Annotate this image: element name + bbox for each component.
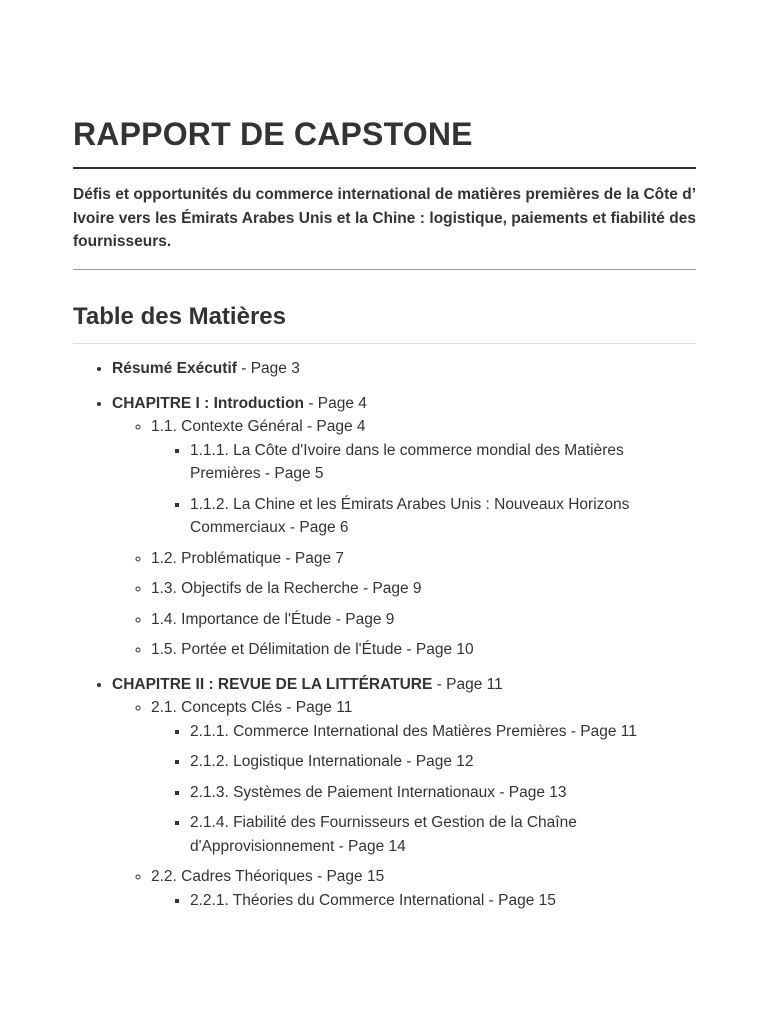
toc-item-text: 2.2. Cadres Théoriques - Page 15 <box>151 868 385 885</box>
toc-item-chapter-1 <box>112 392 696 662</box>
toc-item-2-1 <box>151 696 696 858</box>
toc-item-text: 2.1. Concepts Clés - Page 11 <box>151 699 353 716</box>
toc-item-label: Résumé Exécutif <box>112 360 237 377</box>
toc-item-text: 1.4. Importance de l'Étude - Page 9 <box>151 610 395 628</box>
toc-heading-divider <box>73 343 696 344</box>
toc-item-text: 2.1.4. Fiabilité des Fournisseurs et Gestion de la Chaîne d'Approvisionnement - Page 14 <box>190 814 577 855</box>
toc-item-label: CHAPITRE II : REVUE DE LA LITTÉRATURE <box>112 675 433 693</box>
toc-item-text: 1.1.1. La Côte d'Ivoire dans le commerce mondial des Matières Premières - Page 5 <box>190 441 624 482</box>
toc-item-1-2 <box>151 547 696 571</box>
report-title: RAPPORT DE CAPSTONE <box>73 116 473 152</box>
toc-item-1-1 <box>151 415 696 540</box>
toc-heading: Table des Matières <box>73 303 286 330</box>
toc-item-text: 2.1.3. Systèmes de Paiement Internationaux - Page 13 <box>190 783 567 801</box>
toc-item-1-1-2 <box>190 493 696 540</box>
toc-item-2-2 <box>151 865 696 912</box>
toc-item-1-1-1 <box>190 439 696 486</box>
subtitle-divider <box>73 269 696 270</box>
toc-item-2-1-1 <box>190 720 696 744</box>
toc-item-text: 1.1. Contexte Général - Page 4 <box>151 418 366 435</box>
toc-item-text: 1.3. Objectifs de la Recherche - Page 9 <box>151 580 422 597</box>
toc-item-page: - Page 3 <box>236 360 300 377</box>
toc-item-text: 2.1.1. Commerce International des Matières Premières - Page 11 <box>190 722 637 740</box>
toc-item-page: - Page 4 <box>304 394 367 412</box>
title-divider <box>73 167 696 169</box>
toc-item-text: 2.2.1. Théories du Commerce International - Page 15 <box>190 891 556 909</box>
report-subtitle: Défis et opportunités du commerce international de matières premières de la Côte d’ Ivoire vers les Émirats Arabes Unis et la Chine : logistique, paiements et fiabilité des fournisseurs. <box>73 186 696 250</box>
toc-item-2-1-4 <box>190 811 696 858</box>
toc-item-text: 1.1.2. La Chine et les Émirats Arabes Unis : Nouveaux Horizons Commerciaux - Page 6 <box>190 495 630 536</box>
toc-item-1-3 <box>151 577 696 601</box>
table-of-contents <box>73 357 696 923</box>
toc-item-text: 1.2. Problématique - Page 7 <box>151 549 345 567</box>
toc-item-page: - Page 11 <box>432 675 503 693</box>
toc-item-text: 1.5. Portée et Délimitation de l'Étude - Page 10 <box>151 641 474 658</box>
toc-item-1-4 <box>151 608 696 632</box>
toc-item-2-2-1 <box>190 889 696 913</box>
toc-item-label: CHAPITRE I : Introduction <box>112 394 305 412</box>
toc-item-2-1-3 <box>190 781 696 805</box>
toc-item-resume <box>112 357 696 381</box>
toc-item-1-5 <box>151 638 696 662</box>
toc-item-text: 2.1.2. Logistique Internationale - Page 12 <box>190 753 474 770</box>
toc-item-chapter-2 <box>112 673 696 913</box>
toc-item-2-1-2 <box>190 750 696 774</box>
